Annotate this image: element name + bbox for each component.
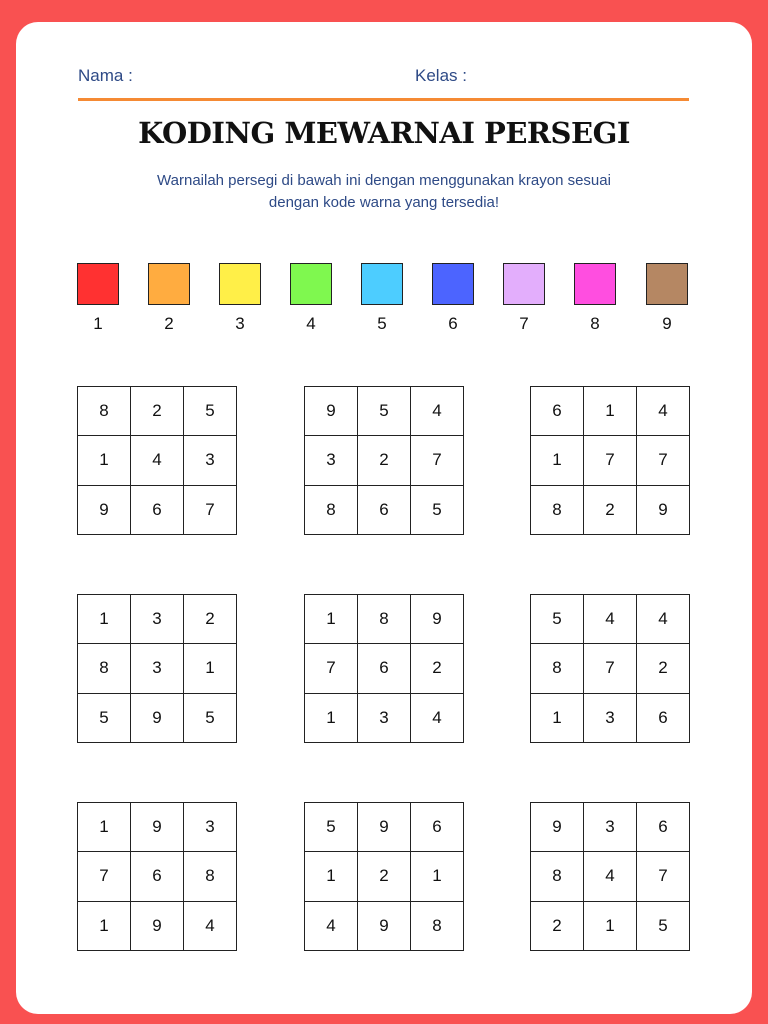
color-code-label: 3 [235, 314, 245, 333]
grid-cell: 2 [411, 644, 464, 693]
color-swatch-1 [77, 263, 119, 305]
grid-cell: 1 [531, 694, 584, 743]
grid-cell: 6 [131, 486, 184, 535]
color-code-label: 9 [662, 314, 672, 333]
grid-cell: 6 [131, 852, 184, 901]
grid-cell: 9 [78, 486, 131, 535]
grid-cell: 9 [358, 902, 411, 951]
color-swatch-8 [574, 263, 616, 305]
name-label: Nama : [78, 66, 133, 85]
grid-cell: 1 [305, 694, 358, 743]
grid-cell: 7 [637, 852, 690, 901]
color-code-label: 7 [519, 314, 529, 333]
grid-cell: 4 [584, 852, 637, 901]
grid-cell: 1 [78, 902, 131, 951]
grid-cell: 3 [131, 595, 184, 644]
puzzle-grid [304, 386, 464, 535]
grid-cell: 7 [411, 436, 464, 485]
grid-cell: 7 [184, 486, 237, 535]
grid-cell: 4 [184, 902, 237, 951]
grid-cell: 8 [78, 387, 131, 436]
page-title: KODING MEWARNAI PERSEGI [138, 116, 630, 150]
grid-cell: 5 [78, 694, 131, 743]
grid-cell: 9 [531, 803, 584, 852]
grid-cell: 8 [305, 486, 358, 535]
grid-cell: 6 [531, 387, 584, 436]
grid-cell: 9 [131, 694, 184, 743]
grid-cell: 8 [78, 644, 131, 693]
grid-cell: 4 [305, 902, 358, 951]
grid-cell: 5 [411, 486, 464, 535]
grid-cell: 8 [531, 486, 584, 535]
color-code-label: 5 [377, 314, 387, 333]
grid-cell: 8 [411, 902, 464, 951]
grid-cell: 4 [584, 595, 637, 644]
grid-cell: 1 [78, 803, 131, 852]
grid-cell: 4 [411, 387, 464, 436]
color-swatch-9 [646, 263, 688, 305]
grid-cell: 1 [78, 436, 131, 485]
color-code-label: 1 [93, 314, 103, 333]
grid-cell: 9 [131, 902, 184, 951]
grid-cell: 8 [531, 644, 584, 693]
grid-cell: 8 [358, 595, 411, 644]
color-code-label: 8 [590, 314, 600, 333]
grid-cell: 2 [358, 852, 411, 901]
grid-cell: 1 [531, 436, 584, 485]
color-swatch-2 [148, 263, 190, 305]
grid-cell: 6 [637, 803, 690, 852]
grid-cell: 1 [78, 595, 131, 644]
grid-cell: 2 [184, 595, 237, 644]
grid-cell: 9 [305, 387, 358, 436]
puzzle-grid [530, 594, 690, 743]
grid-cell: 9 [358, 803, 411, 852]
grid-cell: 3 [358, 694, 411, 743]
color-swatch-6 [432, 263, 474, 305]
color-code-label: 4 [306, 314, 316, 333]
puzzle-grid [77, 386, 237, 535]
grid-cell: 5 [637, 902, 690, 951]
grid-cell: 2 [637, 644, 690, 693]
class-label: Kelas : [415, 66, 467, 85]
color-swatch-4 [290, 263, 332, 305]
puzzle-grid [304, 802, 464, 951]
grid-cell: 5 [531, 595, 584, 644]
grid-cell: 1 [184, 644, 237, 693]
grid-cell: 3 [584, 803, 637, 852]
color-code-label: 6 [448, 314, 458, 333]
grid-cell: 1 [411, 852, 464, 901]
grid-cell: 2 [531, 902, 584, 951]
grid-cell: 3 [184, 436, 237, 485]
grid-cell: 9 [637, 486, 690, 535]
color-code-label: 2 [164, 314, 174, 333]
grid-cell: 3 [184, 803, 237, 852]
header-divider [78, 98, 689, 101]
color-swatch-5 [361, 263, 403, 305]
grid-cell: 2 [358, 436, 411, 485]
grid-cell: 1 [305, 595, 358, 644]
grid-cell: 7 [584, 436, 637, 485]
grid-cell: 7 [584, 644, 637, 693]
puzzle-grid [530, 386, 690, 535]
grid-cell: 1 [305, 852, 358, 901]
grid-cell: 5 [184, 694, 237, 743]
grid-cell: 9 [411, 595, 464, 644]
grid-cell: 8 [184, 852, 237, 901]
grid-cell: 7 [305, 644, 358, 693]
grid-cell: 4 [131, 436, 184, 485]
grid-cell: 5 [358, 387, 411, 436]
puzzle-grid [530, 802, 690, 951]
grid-cell: 5 [184, 387, 237, 436]
puzzle-grid [304, 594, 464, 743]
grid-cell: 6 [358, 486, 411, 535]
grid-cell: 1 [584, 387, 637, 436]
grid-cell: 1 [584, 902, 637, 951]
worksheet [16, 22, 752, 1014]
grid-cell: 6 [411, 803, 464, 852]
grid-cell: 7 [637, 436, 690, 485]
grid-cell: 2 [131, 387, 184, 436]
grid-cell: 4 [411, 694, 464, 743]
grid-cell: 3 [584, 694, 637, 743]
grid-cell: 9 [131, 803, 184, 852]
grid-cell: 6 [358, 644, 411, 693]
color-swatch-3 [219, 263, 261, 305]
grid-cell: 3 [131, 644, 184, 693]
grid-cell: 4 [637, 387, 690, 436]
grid-cell: 8 [531, 852, 584, 901]
color-swatch-7 [503, 263, 545, 305]
grid-cell: 5 [305, 803, 358, 852]
instruction-line: dengan kode warna yang tersedia! [268, 194, 500, 211]
puzzle-grid [77, 594, 237, 743]
instructions [84, 170, 684, 214]
grid-cell: 2 [584, 486, 637, 535]
puzzle-grid [77, 802, 237, 951]
grid-cell: 4 [637, 595, 690, 644]
instruction-line: Warnailah persegi di bawah ini dengan menggunakan krayon sesuai [157, 172, 611, 189]
grid-cell: 6 [637, 694, 690, 743]
grid-cell: 7 [78, 852, 131, 901]
grid-cell: 3 [305, 436, 358, 485]
